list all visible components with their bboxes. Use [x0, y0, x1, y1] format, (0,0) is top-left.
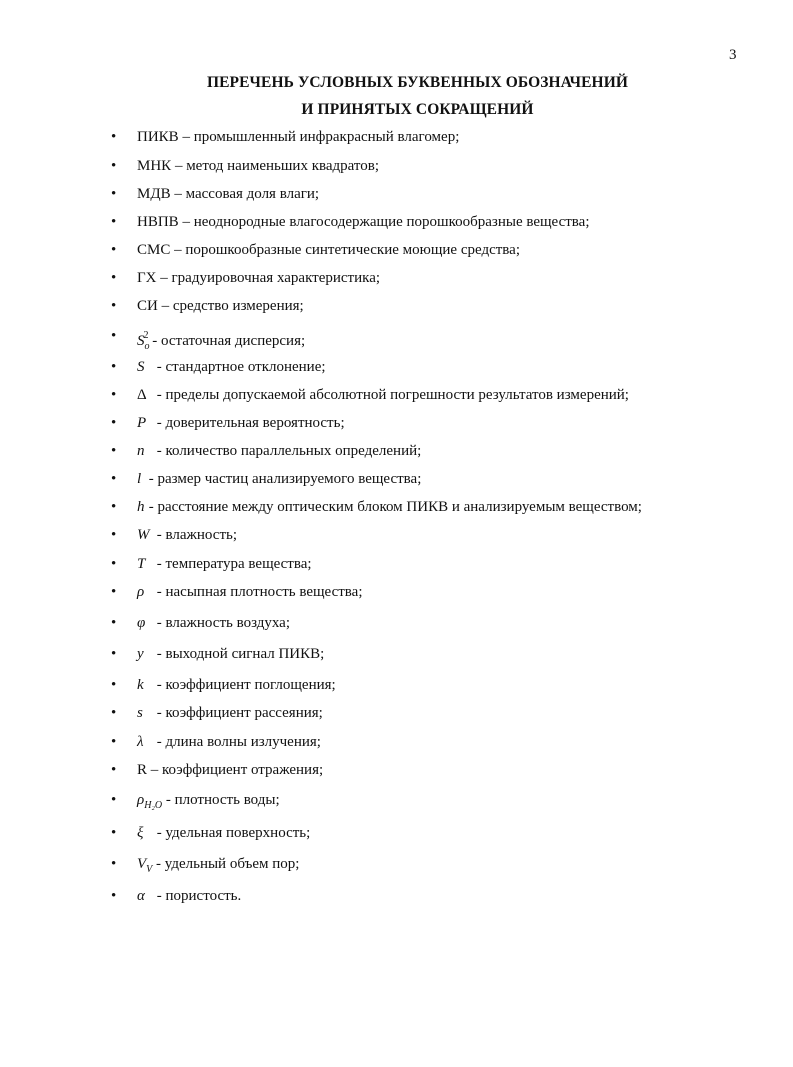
symbol: y	[137, 646, 144, 662]
page-title-line-2: И ПРИНЯТЫХ СОКРАЩЕНИЙ	[301, 101, 534, 118]
definition: – метод наименьших квадратов;	[171, 158, 380, 174]
list-item	[0, 355, 793, 379]
definition: - пределы допускаемой абсолютной погрешности результатов измерений;	[153, 387, 629, 403]
bullet: •	[111, 677, 117, 693]
definition: – неоднородные влагосодержащие порошкообразные вещества;	[178, 214, 590, 230]
definition: – порошкообразные синтетические моющие средства;	[170, 242, 521, 258]
term: R	[137, 762, 148, 778]
list-item	[0, 238, 793, 262]
symbol: ρ	[137, 792, 145, 808]
definition: – средство измерения;	[157, 298, 304, 314]
list-item	[0, 884, 793, 908]
definition: - размер частиц анализируемого вещества;	[145, 471, 422, 487]
symbol: S	[137, 333, 145, 349]
definition: - удельный объем пор;	[152, 856, 300, 872]
definition: - длина волны излучения;	[153, 734, 321, 750]
symbol: φ	[137, 615, 146, 631]
bullet: •	[111, 499, 117, 515]
bullet: •	[111, 471, 117, 487]
list-item	[0, 580, 793, 604]
symbol: n	[137, 443, 145, 459]
symbol: T	[137, 556, 146, 572]
list-item	[0, 673, 793, 697]
symbol: W	[137, 527, 150, 543]
list-item	[0, 294, 793, 318]
definition: - плотность воды;	[162, 792, 280, 808]
definition: - пористость.	[153, 888, 242, 904]
list-item	[0, 611, 793, 635]
bullet: •	[111, 615, 117, 631]
symbol: α	[137, 888, 145, 904]
bullet: •	[111, 298, 117, 314]
list-item	[0, 439, 793, 463]
bullet: •	[111, 387, 117, 403]
bullet: •	[111, 792, 117, 808]
definition: – градуировочная характеристика;	[156, 270, 381, 286]
bullet: •	[111, 762, 117, 778]
bullet: •	[111, 270, 117, 286]
bullet: •	[111, 734, 117, 750]
definition: - стандартное отклонение;	[153, 359, 326, 375]
bullet: •	[111, 328, 117, 344]
definition: - доверительная вероятность;	[153, 415, 345, 431]
term: МНК	[137, 158, 172, 174]
list-item	[0, 324, 793, 352]
list-item	[0, 523, 793, 547]
bullet: •	[111, 129, 117, 145]
list-item	[0, 467, 793, 491]
list-item	[0, 125, 793, 149]
list-item	[0, 852, 793, 876]
symbol: k	[137, 677, 144, 693]
list-item	[0, 552, 793, 576]
definition: - выходной сигнал ПИКВ;	[153, 646, 325, 662]
symbol: λ	[137, 734, 144, 750]
bullet: •	[111, 443, 117, 459]
list-item	[0, 495, 793, 519]
bullet: •	[111, 825, 117, 841]
term: НВПВ	[137, 214, 179, 230]
list-item	[0, 210, 793, 234]
definition: - коэффициент рассеяния;	[153, 705, 323, 721]
term: ПИКВ	[137, 129, 179, 145]
list-item	[0, 266, 793, 290]
symbol-superscript: 2	[143, 330, 149, 341]
page-number: 3	[729, 47, 737, 63]
list-item	[0, 154, 793, 178]
symbol-subscript: H₂O	[144, 800, 163, 811]
definition: - количество параллельных определений;	[153, 443, 422, 459]
bullet: •	[111, 888, 117, 904]
bullet: •	[111, 359, 117, 375]
bullet: •	[111, 705, 117, 721]
definition: - удельная поверхность;	[153, 825, 311, 841]
definition: – коэффициент отражения;	[147, 762, 324, 778]
term: СИ	[137, 298, 158, 314]
bullet: •	[111, 158, 117, 174]
definition: - коэффициент поглощения;	[153, 677, 336, 693]
symbol-subscript: V	[146, 864, 153, 875]
symbol: h	[137, 499, 145, 515]
list-item	[0, 411, 793, 435]
symbol: ρ	[137, 584, 145, 600]
bullet: •	[111, 556, 117, 572]
list-item	[0, 821, 793, 845]
symbol: Δ	[137, 387, 147, 403]
symbol: ξ	[137, 825, 144, 841]
page-title-line-1: ПЕРЕЧЕНЬ УСЛОВНЫХ БУКВЕННЫХ ОБОЗНАЧЕНИЙ	[206, 74, 629, 91]
symbol: P	[137, 415, 147, 431]
definition: - расстояние между оптическим блоком ПИКВ и анализируемым веществом;	[145, 499, 642, 515]
list-item	[0, 701, 793, 725]
symbol: l	[137, 471, 142, 487]
definition: - насыпная плотность вещества;	[153, 584, 363, 600]
bullet: •	[111, 214, 117, 230]
term: СМС	[137, 242, 171, 258]
bullet: •	[111, 186, 117, 202]
term: МДВ	[137, 186, 171, 202]
list-item	[0, 788, 793, 812]
bullet: •	[111, 584, 117, 600]
definition: - влажность воздуха;	[153, 615, 290, 631]
symbol: S	[137, 359, 145, 375]
symbol: s	[137, 705, 143, 721]
symbol: V	[137, 856, 147, 872]
bullet: •	[111, 415, 117, 431]
symbol-subscript: o	[144, 341, 150, 352]
bullet: •	[111, 646, 117, 662]
term: ГХ	[137, 270, 157, 286]
list-item	[0, 730, 793, 754]
bullet: •	[111, 527, 117, 543]
bullet: •	[111, 242, 117, 258]
definition: - влажность;	[153, 527, 238, 543]
definition: – промышленный инфракрасный влагомер;	[178, 129, 460, 145]
bullet: •	[111, 856, 117, 872]
list-item	[0, 383, 793, 407]
list-item	[0, 182, 793, 206]
list-item	[0, 758, 793, 782]
definition: – массовая доля влаги;	[170, 186, 320, 202]
definition: - температура вещества;	[153, 556, 312, 572]
definition: - остаточная дисперсия;	[148, 333, 306, 349]
list-item	[0, 642, 793, 666]
